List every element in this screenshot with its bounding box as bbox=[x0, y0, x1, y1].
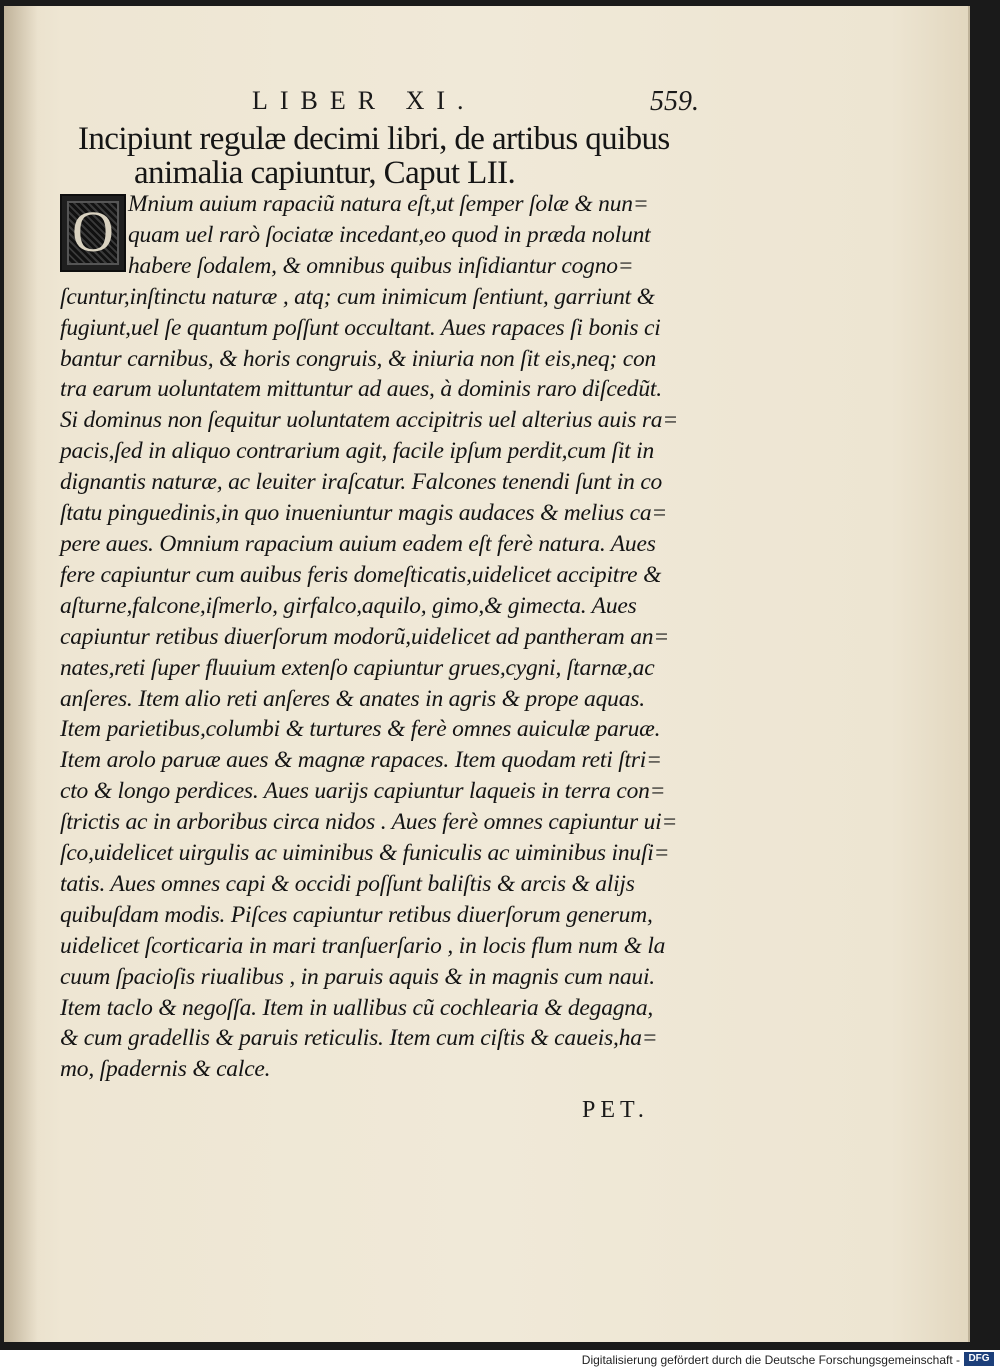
initial-letter: O bbox=[72, 199, 114, 264]
text-line: fere capiuntur cum auibus feris domeſticatis,uidelicet accipitre & bbox=[60, 561, 662, 588]
text-line: quibuſdam modis. Piſces capiuntur retibus diuerſorum generum, bbox=[60, 901, 653, 928]
text-line: Si dominus non ſequitur uoluntatem accipitris uel alterius auis ra= bbox=[60, 407, 679, 434]
text-line: pere aues. Omnium rapacium auium eadem eſt ferè natura. Aues bbox=[60, 530, 656, 557]
text-line: ſtrictis ac in arboribus circa nidos . Aues ferè omnes capiuntur ui= bbox=[60, 809, 678, 836]
text-line: aſturne,falcone,iſmerlo, girfalco,aquilo, gimo,& gimecta. Aues bbox=[60, 592, 637, 619]
text-line: ſco,uidelicet uirgulis ac uiminibus & funiculis ac uiminibus inuſi= bbox=[60, 840, 670, 867]
text-line: ſtatu pinguedinis,in quo inueniuntur magis audaces & melius ca= bbox=[60, 500, 668, 527]
text-line: capiuntur retibus diuerſorum modorũ,uidelicet ad pantheram an= bbox=[60, 623, 669, 650]
text-line: tatis. Aues omnes capi & occidi poſſunt baliſtis & arcis & alijs bbox=[60, 870, 635, 897]
chapter-title-line-2: animalia capiuntur, Caput LII. bbox=[134, 155, 516, 191]
text-line: cto & longo perdices. Aues uarijs capiuntur laqueis in terra con= bbox=[60, 778, 666, 805]
text-line: dignantis naturæ, ac leuiter iraſcatur. Falcones tenendi ſunt in co bbox=[60, 469, 663, 496]
catchword: PET. bbox=[582, 1097, 649, 1123]
dfg-logo[interactable]: DFG bbox=[964, 1352, 994, 1366]
text-line: Item parietibus,columbi & turtures & ferè omnes auiculæ paruæ. bbox=[60, 716, 661, 743]
page-gutter-shadow bbox=[4, 6, 38, 1342]
text-line: pacis,ſed in aliquo contrarium agit, facile ipſum perdit,cum ſit in bbox=[60, 438, 655, 465]
text-line: fugiunt,uel ſe quantum poſſunt occultant. Aues rapaces ſi bonis ci bbox=[60, 314, 661, 341]
text-line: bantur carnibus, & horis congruis, & iniuria non ſit eis,neq; con bbox=[60, 345, 657, 372]
text-line: anſeres. Item alio reti anſeres & anates in agris & prope aquas. bbox=[60, 685, 645, 712]
text-line: tra earum uoluntatem mittuntur ad aues, à dominis raro diſcedũt. bbox=[60, 376, 662, 403]
text-line: & cum gradellis & paruis reticulis. Item cum ciſtis & caueis,ha= bbox=[60, 1025, 658, 1052]
text-line: uidelicet ſcorticaria in mari tranſuerſario , in locis flum num & la bbox=[60, 932, 666, 959]
text-line: habere ſodalem, & omnibus quibus inſidiantur cogno= bbox=[128, 252, 634, 279]
text-line: cuum ſpacioſis riualibus , in paruis aquis & in magnis cum naui. bbox=[60, 963, 655, 990]
funding-credit: Digitalisierung gefördert durch die Deutsche Forschungsgemeinschaft - bbox=[581, 1353, 960, 1367]
text-line: Item arolo paruæ aues & magnæ rapaces. Item quodam reti ſtri= bbox=[60, 747, 662, 774]
body-text bbox=[60, 189, 679, 1085]
running-head: LIBER XI. bbox=[252, 86, 476, 115]
text-line: mo, ſpadernis & calce. bbox=[60, 1056, 271, 1083]
chapter-title-line-1: Incipiunt regulæ decimi libri, de artibus quibus bbox=[78, 121, 670, 157]
text-line: Item taclo & negoſſa. Item in uallibus cũ cochlearia & degagna, bbox=[60, 994, 654, 1021]
text-line: Mnium auium rapaciũ natura eſt,ut ſemper ſolæ & nun= bbox=[128, 191, 649, 217]
page-number: 559. bbox=[650, 86, 699, 117]
chapter-title bbox=[78, 122, 678, 190]
text-line: quam uel rarò ſociatæ incedant,eo quod in præda nolunt bbox=[128, 221, 651, 248]
text-line: nates,reti ſuper fluuium extenſo capiuntur grues,cygni, ſtarnæ,ac bbox=[60, 654, 655, 681]
text-line: ſcuntur,inſtinctu naturæ , atq; cum inimicum ſentiunt, garriunt & bbox=[60, 283, 655, 310]
